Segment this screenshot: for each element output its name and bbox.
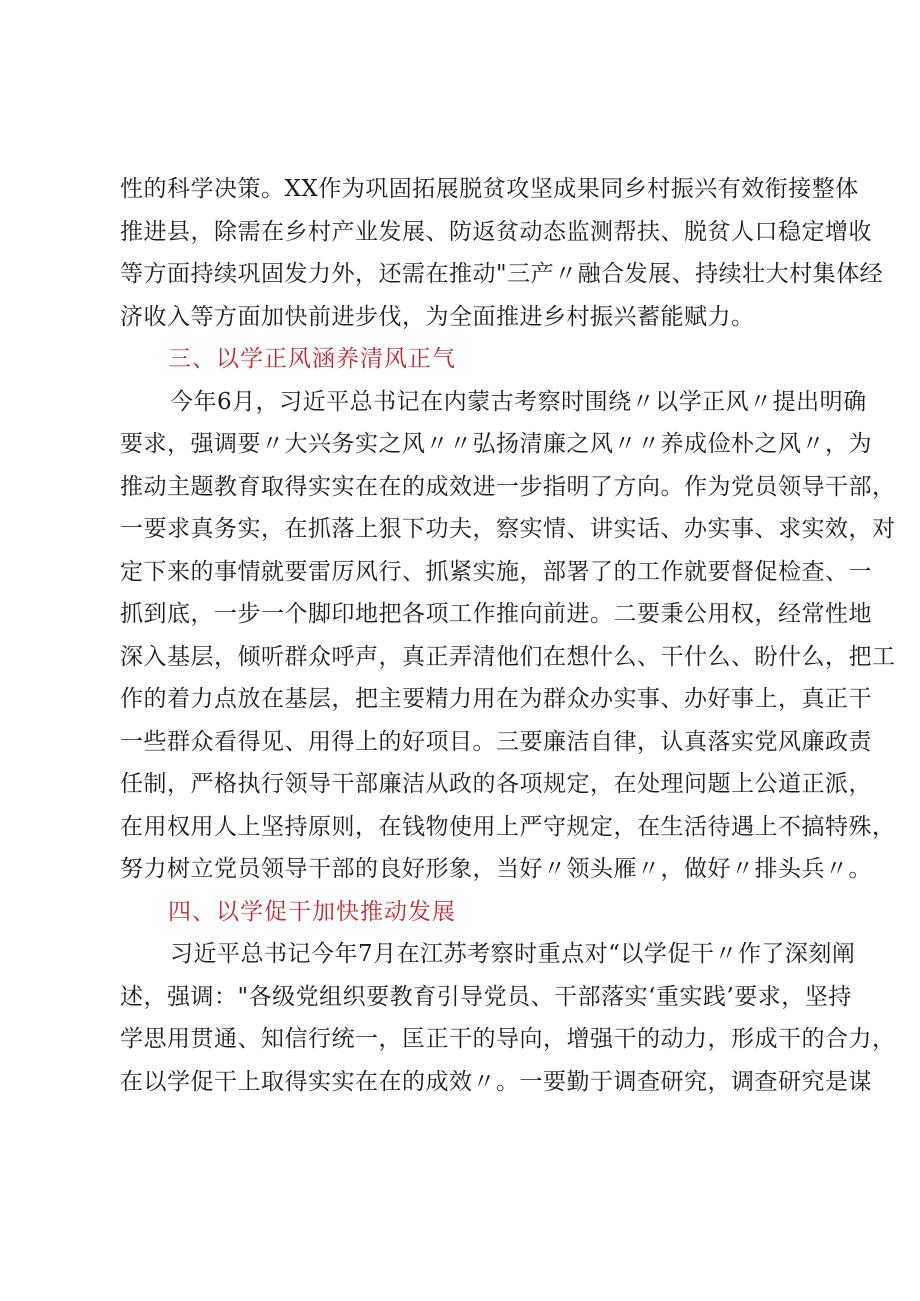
- paragraph-line: 抓到底，一步一个脚印地把各项工作推向前进。二要秉公用权，经常性地: [120, 601, 872, 627]
- paragraph-line: 一些群众看得见、用得上的好项目。三要廉洁自律，认真落实党风廉政责: [120, 728, 872, 755]
- section-heading-3: 三、以学正风涵养清风正气: [168, 346, 456, 372]
- paragraph-line: 学思用贯通、知信行统一，匡正干的导向，增强干的动力，形成干的合力，: [120, 1026, 896, 1052]
- paragraph-line: 定下来的事情就要雷厉风行、抓紧实施，部署了的工作就要督促检查、一: [120, 558, 872, 585]
- paragraph-line: 推进县，除需在乡村产业发展、防返贫动态监测帮扶、脱贫人口稳定增收: [120, 218, 872, 245]
- section-heading-4: 四、以学促干加快推动发展: [168, 898, 456, 925]
- paragraph-line: 要求，强调要〃大兴务实之风〃〃弘扬清廉之风〃〃养成俭朴之风〃，为: [120, 431, 872, 457]
- paragraph-line: 深入基层，倾听群众呼声，真正弄清他们在想什么、干什么、盼什么，把工: [120, 643, 896, 670]
- paragraph-line: 作的着力点放在基层，把主要精力用在为群众办实事、办好事上，真正干: [120, 686, 872, 712]
- paragraph-line: 推动主题教育取得实实在在的成效进一步指明了方向。作为党员领导干部，: [120, 473, 896, 500]
- paragraph-line: 性的科学决策。XX作为巩固拓展脱贫攻坚成果同乡村振兴有效衔接整体: [120, 176, 859, 202]
- paragraph-line: 今年6月，习近平总书记在内蒙古考察时围绕〃以学正风〃提出明确: [170, 388, 867, 415]
- paragraph-line: 努力树立党员领导干部的良好形象，当好〃领头雁〃，做好〃排头兵〃。: [120, 856, 872, 882]
- paragraph-line: 济收入等方面加快前进步伐，为全面推进乡村振兴蓄能赋力。: [120, 303, 755, 330]
- paragraph-line: 任制，严格执行领导干部廉洁从政的各项规定，在处理问题上公道正派，: [120, 771, 872, 797]
- paragraph-line: 等方面持续巩固发力外，还需在推动"三产〃融合发展、持续壮大村集体经: [120, 261, 884, 287]
- paragraph-line: 在以学促干上取得实实在在的成效〃。一要勤于调查研究，调查研究是谋: [120, 1068, 872, 1095]
- paragraph-line: 一要求真务实，在抓落上狠下功夫，察实情、讲实话、办实事、求实效，对: [120, 516, 896, 542]
- document-body: [120, 168, 896, 1103]
- paragraph-line: 述，强调："各级党组织要教育引导党员、干部落实‘重实践’要求，坚持: [120, 983, 852, 1010]
- paragraph-line: 习近平总书记今年7月在江苏考察时重点对“以学促干〃作了深刻阐: [170, 941, 856, 967]
- paragraph-line: 在用权用人上坚持原则，在钱物使用上严守规定，在生活待遇上不搞特殊，: [120, 813, 896, 840]
